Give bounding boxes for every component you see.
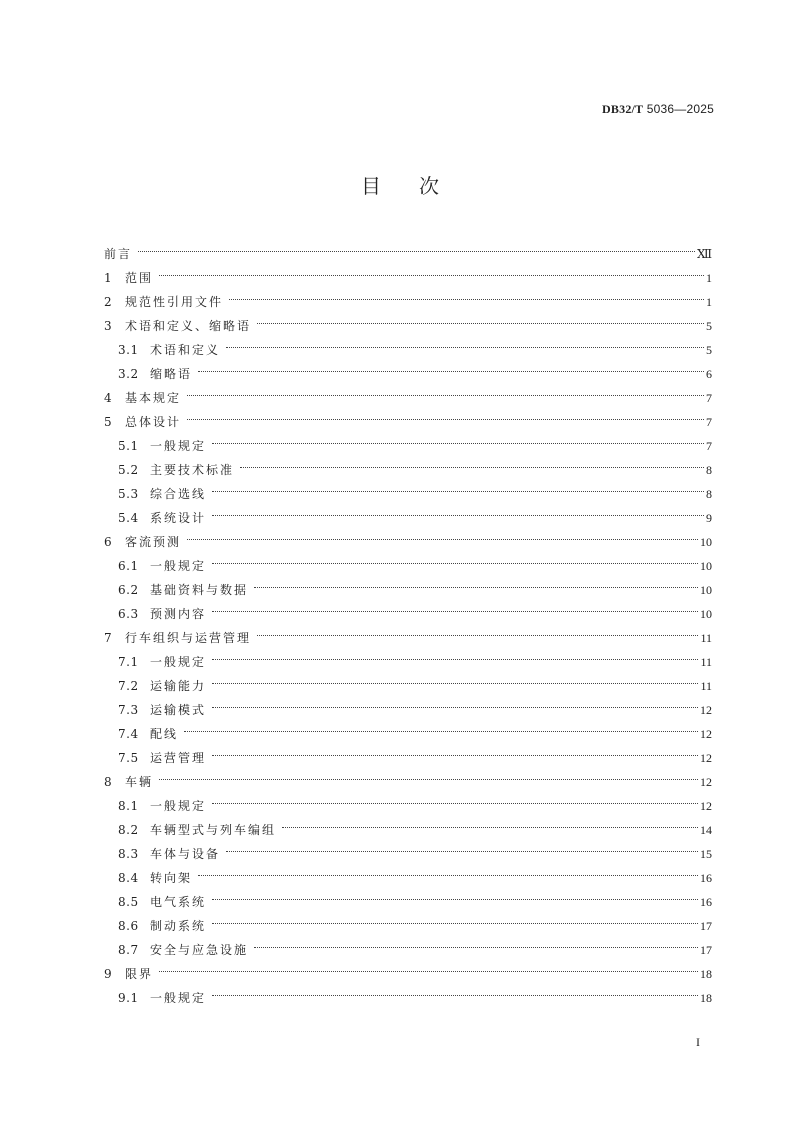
toc-entry-title: 一般规定	[150, 439, 207, 453]
toc-entry-title: 车辆	[125, 775, 154, 789]
toc-entry-title: 范围	[125, 271, 154, 285]
toc-entry-page: 16	[700, 895, 712, 909]
toc-entry-title: 制动系统	[150, 919, 207, 933]
toc-entry-page: 12	[700, 751, 712, 765]
toc-entry-title: 缩略语	[150, 367, 193, 381]
toc-entry-page: 11	[700, 631, 712, 645]
toc-entry-title: 限界	[125, 967, 154, 981]
toc-dot-leader	[198, 858, 699, 882]
toc-entry-number: 7.4	[118, 727, 139, 741]
page-title: 目次	[361, 174, 477, 198]
toc-dot-leader	[212, 690, 699, 714]
toc-entry-number: 8.7	[118, 943, 139, 957]
toc-entry-page: 10	[700, 535, 712, 549]
toc-dot-leader	[240, 450, 705, 474]
toc-entry-page: 11	[700, 679, 712, 693]
document-code	[602, 102, 714, 117]
toc-entry-number: 6	[104, 535, 113, 549]
toc-entry[interactable]	[104, 426, 712, 453]
toc-entry-number: 4	[104, 391, 113, 405]
toc-entry-number: 5.3	[118, 487, 139, 501]
toc-entry-page: 17	[700, 919, 712, 933]
toc-entry[interactable]	[104, 954, 712, 981]
toc-entry-page: 18	[700, 967, 712, 981]
toc-entry-number: 8.2	[118, 823, 139, 837]
toc-entry-page: 5	[706, 319, 712, 333]
toc-dot-leader	[212, 738, 699, 762]
toc-entry[interactable]	[104, 258, 712, 285]
toc-dot-leader	[212, 426, 705, 450]
toc-dot-leader	[212, 474, 705, 498]
toc-entry[interactable]	[104, 234, 712, 261]
toc-entry-number: 3.1	[118, 343, 139, 357]
toc-dot-leader	[212, 906, 699, 930]
toc-entry-page: 14	[700, 823, 712, 837]
toc-entry[interactable]	[104, 786, 712, 813]
toc-entry-title: 一般规定	[150, 799, 207, 813]
toc-entry-title: 前言	[104, 247, 133, 261]
toc-entry-title: 运输模式	[150, 703, 207, 717]
toc-entry-number: 8.6	[118, 919, 139, 933]
toc-entry[interactable]	[104, 282, 712, 309]
toc-dot-leader	[212, 546, 699, 570]
toc-entry-page: Ⅻ	[696, 247, 712, 261]
toc-entry-title: 配线	[150, 727, 179, 741]
toc-entry[interactable]	[104, 546, 712, 573]
toc-entry-page: 11	[700, 655, 712, 669]
toc-entry[interactable]	[104, 738, 712, 765]
toc-dot-leader	[254, 930, 699, 954]
toc-entry-number: 7.1	[118, 655, 139, 669]
toc-dot-leader	[257, 618, 699, 642]
toc-dot-leader	[212, 666, 699, 690]
toc-entry-number: 6.3	[118, 607, 139, 621]
toc-dot-leader	[254, 570, 699, 594]
toc-entry-page: 12	[700, 727, 712, 741]
toc-dot-leader	[212, 594, 699, 618]
toc-entry-title: 综合选线	[150, 487, 207, 501]
toc-entry-number: 8.1	[118, 799, 139, 813]
toc-entry-page: 8	[706, 463, 712, 477]
toc-dot-leader	[138, 234, 696, 258]
toc-dot-leader	[184, 714, 699, 738]
toc-entry-page: 5	[706, 343, 712, 357]
toc-entry-title: 一般规定	[150, 991, 207, 1005]
table-of-contents	[104, 234, 712, 1005]
toc-entry-title: 安全与应急设施	[150, 943, 249, 957]
toc-entry-title: 总体设计	[125, 415, 182, 429]
toc-dot-leader	[159, 258, 705, 282]
toc-entry-page: 18	[700, 991, 712, 1005]
toc-entry-title: 运输能力	[150, 679, 207, 693]
toc-entry-page: 1	[706, 271, 712, 285]
toc-entry-page: 12	[700, 775, 712, 789]
toc-entry-title: 规范性引用文件	[125, 295, 224, 309]
toc-dot-leader	[212, 978, 699, 1002]
toc-entry[interactable]	[104, 378, 712, 405]
toc-entry-number: 2	[104, 295, 113, 309]
toc-entry-number: 7.5	[118, 751, 139, 765]
toc-dot-leader	[212, 882, 699, 906]
toc-entry-page: 8	[706, 487, 712, 501]
toc-entry-page: 10	[700, 559, 712, 573]
toc-entry-title: 基础资料与数据	[150, 583, 249, 597]
toc-dot-leader	[187, 402, 705, 426]
toc-entry-number: 9.1	[118, 991, 139, 1005]
toc-entry-number: 5.2	[118, 463, 139, 477]
toc-entry-number: 6.2	[118, 583, 139, 597]
toc-entry-number: 7.3	[118, 703, 139, 717]
toc-dot-leader	[198, 354, 705, 378]
toc-entry-title: 车辆型式与列车编组	[150, 823, 277, 837]
toc-entry-number: 8.5	[118, 895, 139, 909]
toc-entry-title: 术语和定义、缩略语	[125, 319, 252, 333]
toc-entry-number: 8	[104, 775, 113, 789]
toc-entry-number: 9	[104, 967, 113, 981]
toc-entry-page: 10	[700, 583, 712, 597]
toc-entry-number: 7.2	[118, 679, 139, 693]
toc-dot-leader	[159, 954, 699, 978]
toc-entry-number: 7	[104, 631, 113, 645]
toc-entry-page: 12	[700, 703, 712, 717]
toc-entry-title: 一般规定	[150, 655, 207, 669]
toc-entry-number: 5.1	[118, 439, 139, 453]
toc-entry-title: 一般规定	[150, 559, 207, 573]
toc-entry[interactable]	[104, 714, 712, 741]
toc-entry-page: 7	[706, 415, 712, 429]
toc-entry-title: 电气系统	[150, 895, 207, 909]
toc-dot-leader	[212, 786, 699, 810]
toc-entry-title: 主要技术标准	[150, 463, 235, 477]
toc-dot-leader	[159, 762, 699, 786]
page-number: I	[696, 1035, 700, 1049]
toc-entry-title: 运营管理	[150, 751, 207, 765]
toc-entry-title: 车体与设备	[150, 847, 221, 861]
toc-entry-number: 3.2	[118, 367, 139, 381]
toc-entry-page: 6	[706, 367, 712, 381]
toc-dot-leader	[226, 330, 705, 354]
toc-entry-title: 客流预测	[125, 535, 182, 549]
toc-entry-page: 12	[700, 799, 712, 813]
toc-entry[interactable]	[104, 978, 712, 1005]
toc-dot-leader	[212, 642, 699, 666]
toc-entry-number: 3	[104, 319, 113, 333]
toc-entry-title: 行车组织与运营管理	[125, 631, 252, 645]
toc-entry-page: 15	[700, 847, 712, 861]
document-code-number: 5036—2025	[643, 102, 714, 116]
toc-entry-title: 转向架	[150, 871, 193, 885]
toc-dot-leader	[229, 282, 705, 306]
toc-entry-number: 8.4	[118, 871, 139, 885]
toc-entry[interactable]	[104, 522, 712, 549]
toc-entry[interactable]	[104, 762, 712, 789]
toc-dot-leader	[226, 834, 699, 858]
toc-dot-leader	[187, 378, 705, 402]
toc-entry-page: 16	[700, 871, 712, 885]
toc-dot-leader	[257, 306, 705, 330]
toc-entry-number: 6.1	[118, 559, 139, 573]
toc-entry[interactable]	[104, 402, 712, 429]
toc-entry-page: 10	[700, 607, 712, 621]
toc-dot-leader	[282, 810, 699, 834]
toc-entry-number: 5.4	[118, 511, 139, 525]
toc-entry-page: 1	[706, 295, 712, 309]
toc-entry-title: 基本规定	[125, 391, 182, 405]
toc-entry-title: 预测内容	[150, 607, 207, 621]
toc-entry-page: 7	[706, 391, 712, 405]
toc-dot-leader	[187, 522, 699, 546]
toc-entry-page: 9	[706, 511, 712, 525]
toc-entry-number: 1	[104, 271, 113, 285]
document-code-prefix: DB32/T	[602, 102, 644, 116]
toc-entry-number: 8.3	[118, 847, 139, 861]
toc-dot-leader	[212, 498, 705, 522]
toc-entry-title: 术语和定义	[150, 343, 221, 357]
toc-entry-page: 17	[700, 943, 712, 957]
toc-entry-number: 5	[104, 415, 113, 429]
toc-entry-page: 7	[706, 439, 712, 453]
toc-entry-title: 系统设计	[150, 511, 207, 525]
